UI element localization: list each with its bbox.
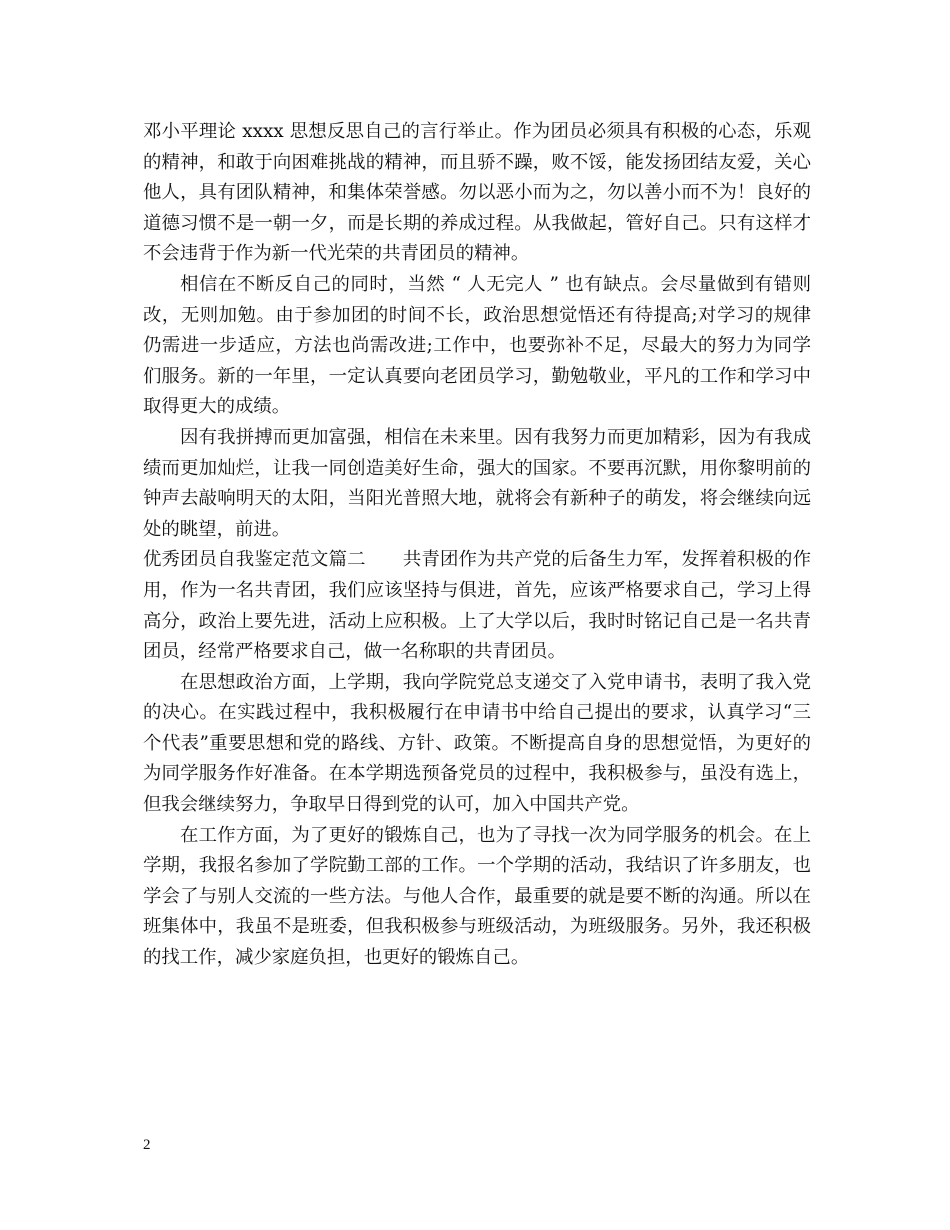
paragraph-6: 在工作方面，为了更好的锻炼自己，也为了寻找一次为同学服务的机会。在上学期，我报名参加了学院勤工部的工作。一个学期的活动，我结识了许多朋友，也学会了与别人交流的一些方法。与他人合作，最重要的就是要不断的沟通。所以在班集体中，我虽不是班委，但我积极参与班级活动，为班级服务。另外，我还积极的找工作，减少家庭负担，也更好的锻炼自己。: [143, 824, 811, 969]
page-number: 2: [143, 1137, 151, 1153]
paragraph-4-section-heading: 优秀团员自我鉴定范文篇二 共青团作为共产党的后备生力军，发挥着积极的作用，作为一名共青团，我们应该坚持与俱进，首先，应该严格要求自己，学习上得高分，政治上要先进，活动上应积极。上了大学以后，我时时铭记自己是一名共青团员，经常严格要求自己，做一名称职的共青团员。: [143, 549, 811, 663]
document-body: [143, 117, 811, 974]
paragraph-5: 在思想政治方面，上学期，我向学院党总支递交了入党申请书，表明了我入党的决心。在实践过程中，我积极履行在申请书中给自己提出的要求，认真学习“三个代表”重要思想和党的路线、方针、政策。不断提高自身的思想觉悟，为更好的为同学服务作好准备。在本学期选预备党员的过程中，我积极参与，虽没有选上，但我会继续努力，争取早日得到党的认可，加入中国共产党。: [143, 671, 811, 816]
paragraph-3: 因有我拼搏而更加富强，相信在未来里。因有我努力而更加精彩，因为有我成绩而更加灿烂，让我一同创造美好生命，强大的国家。不要再沉默，用你黎明前的钟声去敲响明天的太阳，当阳光普照大地，就将会有新种子的萌发，将会继续向远处的眺望，前进。: [143, 426, 811, 540]
paragraph-2: 相信在不断反自己的同时，当然 “ 人无完人 ” 也有缺点。会尽量做到有错则改，无则加勉。由于参加团的时间不长，政治思想觉悟还有待提高;对学习的规律仍需进一步适应，方法也尚需改进;工作中，也要弥补不足，尽最大的努力为同学们服务。新的一年里，一定认真要向老团员学习，勤勉敬业，平凡的工作和学习中取得更大的成绩。: [143, 273, 811, 418]
paragraph-1: 邓小平理论 xxxx 思想反思自己的言行举止。作为团员必须具有积极的心态，乐观的精神，和敢于向困难挑战的精神，而且骄不躁，败不馁，能发扬团结友爱，关心他人，具有团队精神，和集体荣誉感。勿以恶小而为之，勿以善小而不为！良好的道德习惯不是一朝一夕，而是长期的养成过程。从我做起，管好自己。只有这样才不会违背于作为新一代光荣的共青团员的精神。: [143, 121, 811, 265]
